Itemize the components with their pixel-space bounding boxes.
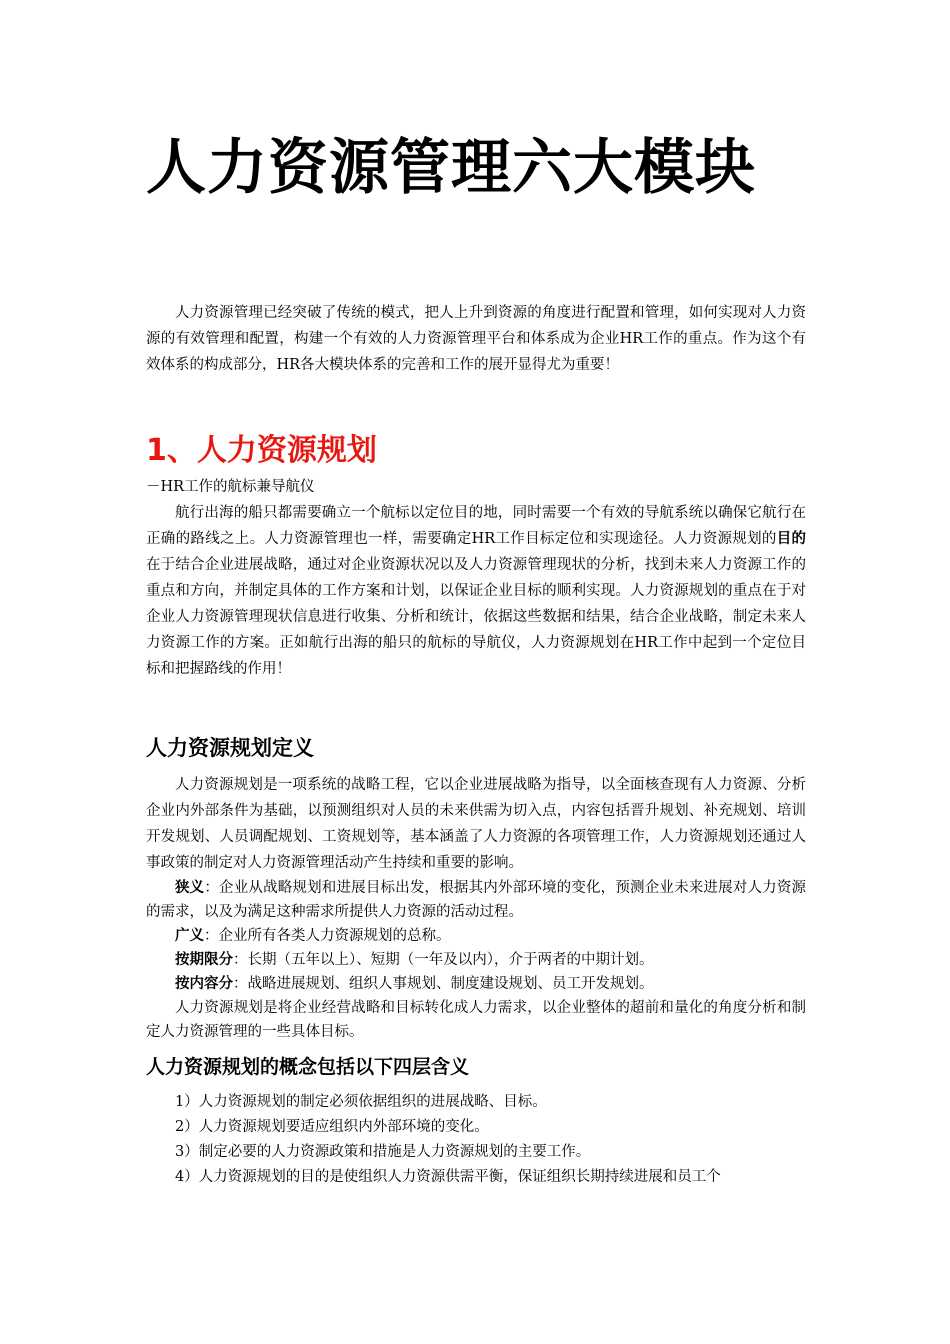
body-text-after: 在于结合企业进展战略，通过对企业资源状况以及人力资源管理现状的分析，找到未来人力资源工作的重点和方向，并制定具体的工作方案和计划，以保证企业目标的顺利实现。人力资源规划的重点在于对企业人力资源管理现状信息进行收集、分析和统计，依据这些数据和结果，结合企业战略，制定未来人力资源工作的方案。正如航行出海的船只的航标的导航仪，人力资源规划在HR工作中起到一个定位目标和把握路线的作用！ — [146, 557, 806, 677]
term-classification — [146, 948, 806, 972]
definition-paragraph: 人力资源规划是一项系统的战略工程，它以企业进展战略为指导，以全面核查现有人力资源、分析企业内外部条件为基础，以预测组织对人员的未来供需为切入点，内容包括晋升规划、补充规划、培训开发规划、人员调配规划、工资规划等，基本涵盖了人力资源的各项管理工作，人力资源规划还通过人事政策的制定对人力资源管理活动产生持续和重要的影响。 — [146, 777, 806, 871]
intro-paragraph: 人力资源管理已经突破了传统的模式，把人上升到资源的角度进行配置和管理，如何实现对人力资源的有效管理和配置，构建一个有效的人力资源管理平台和体系成为企业HR工作的重点。作为这个有效体系的构成部分，HR各大模块体系的完善和工作的展开显得尤为重要！ — [146, 305, 806, 373]
narrow-label: 狭义 — [175, 879, 205, 896]
planning-summary-paragraph: 人力资源规划是将企业经营战略和目标转化成人力需求，以企业整体的超前和量化的角度分析和制定人力资源管理的一些具体目标。 — [146, 1000, 806, 1040]
section-subtitle: －HR工作的航标兼导航仪 — [146, 479, 315, 495]
broad-definition — [146, 924, 806, 948]
narrow-text: ：企业从战略规划和进展目标出发，根据其内外部环境的变化，预测企业未来进展对人力资源的需求，以及为满足这种需求所提供人力资源的活动过程。 — [146, 880, 806, 920]
section-definition — [146, 730, 806, 1190]
section-heading-hr-planning: 1、人力资源规划 — [146, 433, 377, 468]
concept-list-item: 4）人力资源规划的目的是使组织人力资源供需平衡，保证组织长期持续进展和员工个 — [175, 1169, 721, 1185]
concept-list-item: 1）人力资源规划的制定必须依据组织的进展战略、目标。 — [175, 1094, 547, 1110]
content-text: ：战略进展规划、组织人事规划、制度建设规划、员工开发规划。 — [233, 976, 654, 992]
section-body-paragraph — [146, 500, 806, 682]
section-hr-planning — [146, 428, 806, 682]
concept-list-item: 3）制定必要的人力资源政策和措施是人力资源规划的主要工作。 — [175, 1144, 591, 1160]
broad-label: 广义 — [175, 927, 204, 944]
term-text: ：长期（五年以上）、短期（一年及以内），介于两者的中期计划。 — [233, 952, 654, 968]
body-emphasis: 目的 — [776, 530, 807, 547]
term-label: 按期限分 — [175, 951, 233, 968]
intro-section — [146, 300, 806, 378]
definition-heading: 人力资源规划定义 — [146, 736, 314, 760]
concept-list-item: 2）人力资源规划要适应组织内外部环境的变化。 — [175, 1119, 489, 1135]
body-text-before: 航行出海的船只都需要确立一个航标以定位目的地，同时需要一个有效的导航系统以确保它航行在正确的路线之上。人力资源管理也一样，需要确定HR工作目标定位和实现途径。人力资源规划的 — [146, 505, 806, 547]
document-title: 人力资源管理六大模块 — [146, 133, 756, 203]
content-classification — [146, 972, 806, 996]
content-label: 按内容分 — [175, 975, 233, 992]
narrow-definition — [146, 876, 806, 924]
concept-heading: 人力资源规划的概念包括以下四层含义 — [146, 1056, 470, 1078]
broad-text: ：企业所有各类人力资源规划的总称。 — [204, 928, 451, 944]
